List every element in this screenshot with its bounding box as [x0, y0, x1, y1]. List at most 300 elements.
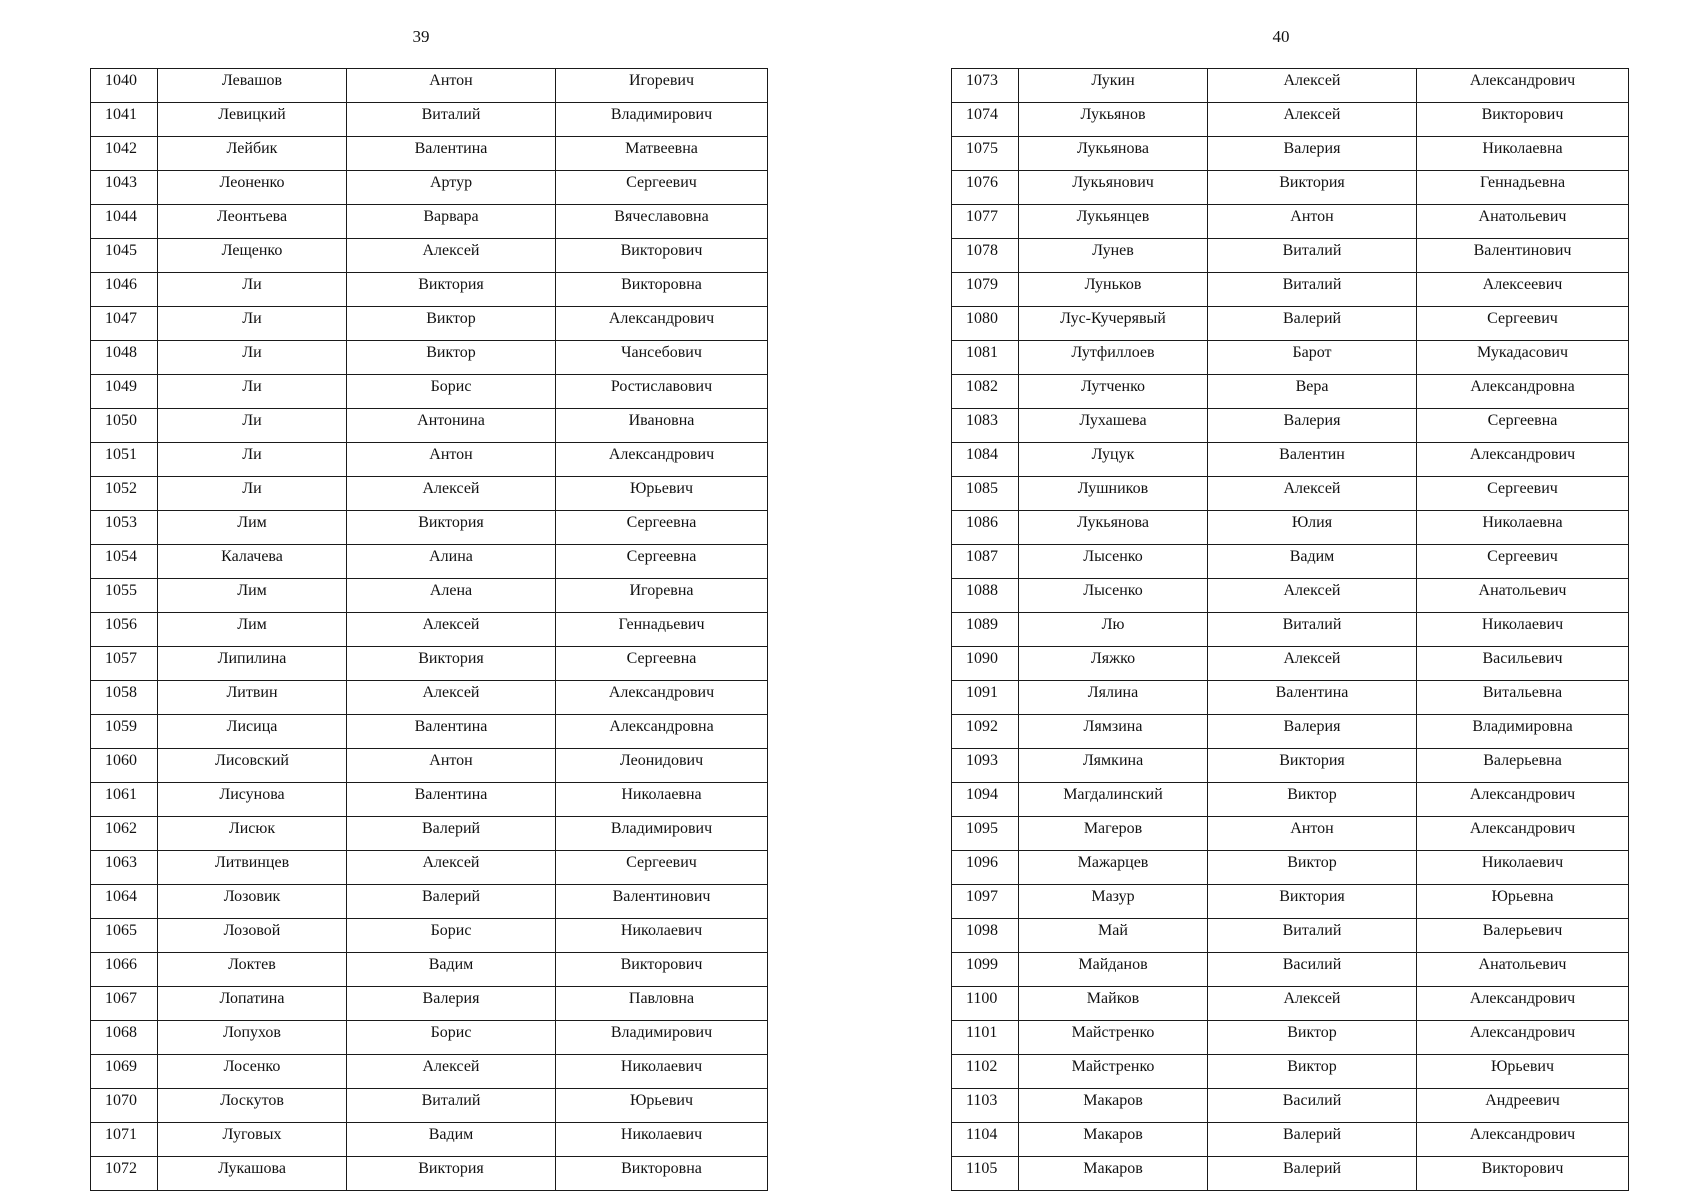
first-name-cell: Алексей	[347, 681, 556, 715]
patronymic-cell: Сергеевна	[556, 511, 768, 545]
patronymic-cell: Игоревич	[556, 69, 768, 103]
row-number-cell: 1077	[952, 205, 1019, 239]
first-name-cell: Валентина	[347, 137, 556, 171]
table-row	[952, 1089, 1629, 1123]
row-number-cell: 1084	[952, 443, 1019, 477]
first-name-cell: Антон	[1208, 205, 1417, 239]
table-row	[91, 647, 768, 681]
first-name-cell: Валентина	[347, 715, 556, 749]
table-row	[91, 1055, 768, 1089]
first-name-cell: Виталий	[1208, 613, 1417, 647]
row-number-cell: 1088	[952, 579, 1019, 613]
row-number-cell: 1066	[91, 953, 158, 987]
row-number-cell: 1079	[952, 273, 1019, 307]
roster-table-left	[90, 68, 768, 1191]
table-row	[952, 647, 1629, 681]
last-name-cell: Майстренко	[1019, 1055, 1208, 1089]
row-number-cell: 1055	[91, 579, 158, 613]
row-number-cell: 1062	[91, 817, 158, 851]
row-number-cell: 1053	[91, 511, 158, 545]
table-row	[952, 341, 1629, 375]
first-name-cell: Алексей	[347, 1055, 556, 1089]
row-number-cell: 1045	[91, 239, 158, 273]
table-row	[952, 409, 1629, 443]
row-number-cell: 1067	[91, 987, 158, 1021]
last-name-cell: Лисунова	[158, 783, 347, 817]
patronymic-cell: Владимирович	[556, 817, 768, 851]
table-row	[91, 681, 768, 715]
last-name-cell: Лозовой	[158, 919, 347, 953]
first-name-cell: Вера	[1208, 375, 1417, 409]
first-name-cell: Вадим	[1208, 545, 1417, 579]
last-name-cell: Литвинцев	[158, 851, 347, 885]
last-name-cell: Лукин	[1019, 69, 1208, 103]
patronymic-cell: Геннадьевич	[556, 613, 768, 647]
table-row	[952, 307, 1629, 341]
row-number-cell: 1083	[952, 409, 1019, 443]
patronymic-cell: Викторовна	[556, 273, 768, 307]
first-name-cell: Алексей	[347, 239, 556, 273]
row-number-cell: 1102	[952, 1055, 1019, 1089]
last-name-cell: Ли	[158, 375, 347, 409]
last-name-cell: Макаров	[1019, 1123, 1208, 1157]
last-name-cell: Луньков	[1019, 273, 1208, 307]
patronymic-cell: Александрович	[1417, 1123, 1629, 1157]
patronymic-cell: Юрьевич	[556, 1089, 768, 1123]
row-number-cell: 1065	[91, 919, 158, 953]
patronymic-cell: Ростиславович	[556, 375, 768, 409]
patronymic-cell: Сергеевна	[556, 545, 768, 579]
patronymic-cell: Сергеевич	[1417, 307, 1629, 341]
table-row	[952, 273, 1629, 307]
last-name-cell: Лейбик	[158, 137, 347, 171]
patronymic-cell: Сергеевна	[1417, 409, 1629, 443]
first-name-cell: Валерия	[347, 987, 556, 1021]
row-number-cell: 1099	[952, 953, 1019, 987]
row-number-cell: 1100	[952, 987, 1019, 1021]
row-number-cell: 1070	[91, 1089, 158, 1123]
first-name-cell: Виктория	[1208, 885, 1417, 919]
patronymic-cell: Викторовна	[556, 1157, 768, 1191]
last-name-cell: Лысенко	[1019, 545, 1208, 579]
table-row	[91, 987, 768, 1021]
patronymic-cell: Валерьевич	[1417, 919, 1629, 953]
last-name-cell: Лушников	[1019, 477, 1208, 511]
row-number-cell: 1093	[952, 749, 1019, 783]
first-name-cell: Виктор	[1208, 1021, 1417, 1055]
last-name-cell: Лукьянцев	[1019, 205, 1208, 239]
last-name-cell: Лисюк	[158, 817, 347, 851]
first-name-cell: Артур	[347, 171, 556, 205]
first-name-cell: Алексей	[1208, 579, 1417, 613]
last-name-cell: Лялина	[1019, 681, 1208, 715]
table-row	[952, 171, 1629, 205]
patronymic-cell: Юрьевна	[1417, 885, 1629, 919]
row-number-cell: 1049	[91, 375, 158, 409]
last-name-cell: Лукьянович	[1019, 171, 1208, 205]
last-name-cell: Лутфиллоев	[1019, 341, 1208, 375]
table-row	[952, 613, 1629, 647]
row-number-cell: 1047	[91, 307, 158, 341]
row-number-cell: 1096	[952, 851, 1019, 885]
last-name-cell: Ли	[158, 341, 347, 375]
first-name-cell: Виктор	[1208, 1055, 1417, 1089]
last-name-cell: Майданов	[1019, 953, 1208, 987]
first-name-cell: Виталий	[1208, 239, 1417, 273]
first-name-cell: Алексей	[1208, 69, 1417, 103]
row-number-cell: 1044	[91, 205, 158, 239]
row-number-cell: 1095	[952, 817, 1019, 851]
table-row	[952, 1021, 1629, 1055]
last-name-cell: Локтев	[158, 953, 347, 987]
row-number-cell: 1063	[91, 851, 158, 885]
last-name-cell: Лопатина	[158, 987, 347, 1021]
first-name-cell: Алена	[347, 579, 556, 613]
row-number-cell: 1064	[91, 885, 158, 919]
row-number-cell: 1094	[952, 783, 1019, 817]
patronymic-cell: Сергеевич	[1417, 477, 1629, 511]
row-number-cell: 1052	[91, 477, 158, 511]
first-name-cell: Виталий	[1208, 919, 1417, 953]
first-name-cell: Барот	[1208, 341, 1417, 375]
table-row	[952, 239, 1629, 273]
table-row	[91, 137, 768, 171]
row-number-cell: 1061	[91, 783, 158, 817]
table-row	[952, 69, 1629, 103]
last-name-cell: Лукашова	[158, 1157, 347, 1191]
last-name-cell: Лус-Кучерявый	[1019, 307, 1208, 341]
last-name-cell: Мазур	[1019, 885, 1208, 919]
table-row	[91, 1021, 768, 1055]
table-row	[952, 205, 1629, 239]
first-name-cell: Виктория	[347, 511, 556, 545]
row-number-cell: 1097	[952, 885, 1019, 919]
first-name-cell: Борис	[347, 919, 556, 953]
last-name-cell: Лукьянова	[1019, 137, 1208, 171]
last-name-cell: Калачева	[158, 545, 347, 579]
patronymic-cell: Александровна	[1417, 375, 1629, 409]
last-name-cell: Лим	[158, 511, 347, 545]
patronymic-cell: Владимировна	[1417, 715, 1629, 749]
last-name-cell: Магдалинский	[1019, 783, 1208, 817]
last-name-cell: Лутченко	[1019, 375, 1208, 409]
last-name-cell: Левашов	[158, 69, 347, 103]
patronymic-cell: Николаевна	[556, 783, 768, 817]
row-number-cell: 1078	[952, 239, 1019, 273]
first-name-cell: Василий	[1208, 953, 1417, 987]
patronymic-cell: Юрьевич	[556, 477, 768, 511]
patronymic-cell: Чансебович	[556, 341, 768, 375]
patronymic-cell: Павловна	[556, 987, 768, 1021]
row-number-cell: 1103	[952, 1089, 1019, 1123]
first-name-cell: Вадим	[347, 1123, 556, 1157]
table-row	[91, 171, 768, 205]
row-number-cell: 1082	[952, 375, 1019, 409]
table-row	[91, 477, 768, 511]
row-number-cell: 1080	[952, 307, 1019, 341]
row-number-cell: 1086	[952, 511, 1019, 545]
table-row	[91, 545, 768, 579]
last-name-cell: Лим	[158, 613, 347, 647]
table-row	[91, 103, 768, 137]
patronymic-cell: Валентинович	[1417, 239, 1629, 273]
table-row	[952, 103, 1629, 137]
table-row	[91, 375, 768, 409]
row-number-cell: 1048	[91, 341, 158, 375]
first-name-cell: Алексей	[1208, 103, 1417, 137]
patronymic-cell: Николаевич	[556, 919, 768, 953]
patronymic-cell: Ивановна	[556, 409, 768, 443]
last-name-cell: Макаров	[1019, 1089, 1208, 1123]
table-row	[91, 783, 768, 817]
patronymic-cell: Викторович	[1417, 1157, 1629, 1191]
patronymic-cell: Александрович	[1417, 987, 1629, 1021]
table-row	[91, 579, 768, 613]
patronymic-cell: Викторович	[556, 953, 768, 987]
patronymic-cell: Сергеевич	[556, 851, 768, 885]
patronymic-cell: Витальевна	[1417, 681, 1629, 715]
first-name-cell: Виктор	[347, 341, 556, 375]
table-row	[91, 1123, 768, 1157]
patronymic-cell: Леонидович	[556, 749, 768, 783]
first-name-cell: Борис	[347, 1021, 556, 1055]
table-row	[91, 885, 768, 919]
page-number-right: 40	[1272, 27, 1290, 46]
row-number-cell: 1091	[952, 681, 1019, 715]
patronymic-cell: Александрович	[1417, 69, 1629, 103]
patronymic-cell: Сергеевич	[556, 171, 768, 205]
table-row	[952, 545, 1629, 579]
first-name-cell: Варвара	[347, 205, 556, 239]
last-name-cell: Ляжко	[1019, 647, 1208, 681]
table-row	[952, 443, 1629, 477]
row-number-cell: 1072	[91, 1157, 158, 1191]
last-name-cell: Майстренко	[1019, 1021, 1208, 1055]
table-row	[91, 511, 768, 545]
roster-table-right	[951, 68, 1629, 1191]
first-name-cell: Виктор	[347, 307, 556, 341]
patronymic-cell: Александрович	[1417, 783, 1629, 817]
table-row	[952, 987, 1629, 1021]
first-name-cell: Василий	[1208, 1089, 1417, 1123]
patronymic-cell: Николаевич	[1417, 613, 1629, 647]
patronymic-cell: Александрович	[1417, 1021, 1629, 1055]
patronymic-cell: Николаевна	[1417, 137, 1629, 171]
table-row	[91, 1089, 768, 1123]
last-name-cell: Луговых	[158, 1123, 347, 1157]
row-number-cell: 1046	[91, 273, 158, 307]
first-name-cell: Борис	[347, 375, 556, 409]
last-name-cell: Леонтьева	[158, 205, 347, 239]
patronymic-cell: Николаевич	[556, 1123, 768, 1157]
first-name-cell: Юлия	[1208, 511, 1417, 545]
roster-table-right-body	[952, 69, 1629, 1191]
row-number-cell: 1042	[91, 137, 158, 171]
row-number-cell: 1105	[952, 1157, 1019, 1191]
patronymic-cell: Викторович	[1417, 103, 1629, 137]
first-name-cell: Виктория	[347, 1157, 556, 1191]
table-row	[91, 69, 768, 103]
table-row	[952, 919, 1629, 953]
first-name-cell: Виктория	[347, 273, 556, 307]
table-row	[91, 239, 768, 273]
last-name-cell: Ли	[158, 443, 347, 477]
first-name-cell: Виталий	[347, 103, 556, 137]
first-name-cell: Алексей	[1208, 987, 1417, 1021]
last-name-cell: Магеров	[1019, 817, 1208, 851]
last-name-cell: Лисовский	[158, 749, 347, 783]
first-name-cell: Виктория	[1208, 171, 1417, 205]
table-row	[91, 919, 768, 953]
last-name-cell: Лосенко	[158, 1055, 347, 1089]
first-name-cell: Валентин	[1208, 443, 1417, 477]
table-row	[952, 953, 1629, 987]
row-number-cell: 1050	[91, 409, 158, 443]
table-row	[952, 579, 1629, 613]
last-name-cell: Липилина	[158, 647, 347, 681]
first-name-cell: Виктор	[1208, 783, 1417, 817]
roster-table-left-body	[91, 69, 768, 1191]
first-name-cell: Виктор	[1208, 851, 1417, 885]
patronymic-cell: Александрович	[556, 681, 768, 715]
row-number-cell: 1090	[952, 647, 1019, 681]
patronymic-cell: Владимирович	[556, 103, 768, 137]
row-number-cell: 1092	[952, 715, 1019, 749]
patronymic-cell: Владимирович	[556, 1021, 768, 1055]
first-name-cell: Алексей	[347, 851, 556, 885]
first-name-cell: Алексей	[347, 613, 556, 647]
row-number-cell: 1051	[91, 443, 158, 477]
patronymic-cell: Александрович	[1417, 817, 1629, 851]
last-name-cell: Лысенко	[1019, 579, 1208, 613]
first-name-cell: Виктория	[347, 647, 556, 681]
last-name-cell: Ли	[158, 477, 347, 511]
last-name-cell: Луцук	[1019, 443, 1208, 477]
last-name-cell: Леоненко	[158, 171, 347, 205]
patronymic-cell: Николаевич	[556, 1055, 768, 1089]
row-number-cell: 1057	[91, 647, 158, 681]
row-number-cell: 1081	[952, 341, 1019, 375]
last-name-cell: Лямкина	[1019, 749, 1208, 783]
table-row	[91, 715, 768, 749]
first-name-cell: Валентина	[347, 783, 556, 817]
patronymic-cell: Валерьевна	[1417, 749, 1629, 783]
row-number-cell: 1060	[91, 749, 158, 783]
row-number-cell: 1041	[91, 103, 158, 137]
table-row	[91, 307, 768, 341]
page-number-left: 39	[412, 27, 430, 46]
first-name-cell: Валерий	[1208, 1123, 1417, 1157]
row-number-cell: 1104	[952, 1123, 1019, 1157]
table-row	[91, 341, 768, 375]
first-name-cell: Валерия	[1208, 715, 1417, 749]
table-row	[952, 375, 1629, 409]
row-number-cell: 1069	[91, 1055, 158, 1089]
last-name-cell: Лисица	[158, 715, 347, 749]
patronymic-cell: Андреевич	[1417, 1089, 1629, 1123]
last-name-cell: Лоскутов	[158, 1089, 347, 1123]
row-number-cell: 1054	[91, 545, 158, 579]
row-number-cell: 1087	[952, 545, 1019, 579]
first-name-cell: Алексей	[1208, 477, 1417, 511]
last-name-cell: Лещенко	[158, 239, 347, 273]
first-name-cell: Виталий	[1208, 273, 1417, 307]
patronymic-cell: Александровна	[556, 715, 768, 749]
last-name-cell: Лямзина	[1019, 715, 1208, 749]
table-row	[952, 1157, 1629, 1191]
table-row	[952, 477, 1629, 511]
table-row	[952, 851, 1629, 885]
table-row	[91, 273, 768, 307]
table-row	[91, 1157, 768, 1191]
table-row	[952, 1055, 1629, 1089]
row-number-cell: 1075	[952, 137, 1019, 171]
first-name-cell: Валерий	[347, 817, 556, 851]
last-name-cell: Ли	[158, 409, 347, 443]
first-name-cell: Алина	[347, 545, 556, 579]
first-name-cell: Вадим	[347, 953, 556, 987]
patronymic-cell: Александрович	[556, 443, 768, 477]
patronymic-cell: Геннадьевна	[1417, 171, 1629, 205]
patronymic-cell: Анатольевич	[1417, 205, 1629, 239]
last-name-cell: Лукьянов	[1019, 103, 1208, 137]
last-name-cell: Лукьянова	[1019, 511, 1208, 545]
first-name-cell: Алексей	[1208, 647, 1417, 681]
patronymic-cell: Васильевич	[1417, 647, 1629, 681]
patronymic-cell: Викторович	[556, 239, 768, 273]
first-name-cell: Антон	[1208, 817, 1417, 851]
row-number-cell: 1098	[952, 919, 1019, 953]
table-row	[952, 511, 1629, 545]
last-name-cell: Макаров	[1019, 1157, 1208, 1191]
table-row	[952, 681, 1629, 715]
last-name-cell: Ли	[158, 273, 347, 307]
last-name-cell: Мажарцев	[1019, 851, 1208, 885]
last-name-cell: Литвин	[158, 681, 347, 715]
patronymic-cell: Александрович	[1417, 443, 1629, 477]
table-row	[91, 749, 768, 783]
table-row	[952, 749, 1629, 783]
table-row	[91, 443, 768, 477]
patronymic-cell: Матвеевна	[556, 137, 768, 171]
row-number-cell: 1058	[91, 681, 158, 715]
last-name-cell: Май	[1019, 919, 1208, 953]
table-row	[952, 783, 1629, 817]
table-row	[952, 1123, 1629, 1157]
row-number-cell: 1076	[952, 171, 1019, 205]
first-name-cell: Валерий	[347, 885, 556, 919]
row-number-cell: 1073	[952, 69, 1019, 103]
first-name-cell: Виктория	[1208, 749, 1417, 783]
row-number-cell: 1089	[952, 613, 1019, 647]
table-row	[91, 851, 768, 885]
first-name-cell: Валерий	[1208, 307, 1417, 341]
last-name-cell: Лопухов	[158, 1021, 347, 1055]
row-number-cell: 1071	[91, 1123, 158, 1157]
patronymic-cell: Игоревна	[556, 579, 768, 613]
table-row	[952, 137, 1629, 171]
row-number-cell: 1059	[91, 715, 158, 749]
patronymic-cell: Николаевна	[1417, 511, 1629, 545]
first-name-cell: Антон	[347, 69, 556, 103]
row-number-cell: 1056	[91, 613, 158, 647]
last-name-cell: Лю	[1019, 613, 1208, 647]
row-number-cell: 1101	[952, 1021, 1019, 1055]
first-name-cell: Виталий	[347, 1089, 556, 1123]
patronymic-cell: Сергеевна	[556, 647, 768, 681]
patronymic-cell: Анатольевич	[1417, 953, 1629, 987]
table-row	[91, 409, 768, 443]
